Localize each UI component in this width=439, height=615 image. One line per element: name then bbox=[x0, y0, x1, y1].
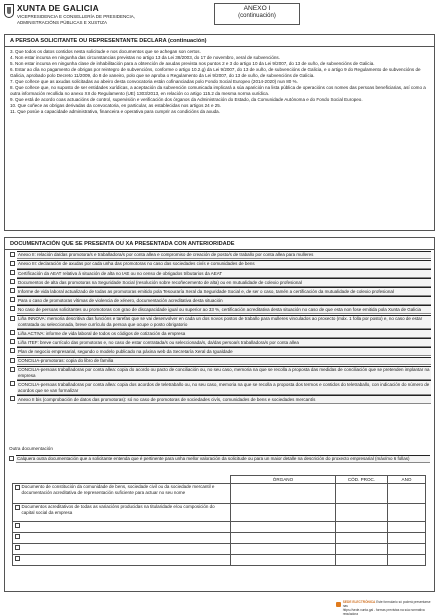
doc-checkbox[interactable] bbox=[10, 316, 15, 321]
documentation-title-bar bbox=[5, 238, 434, 250]
org-department-line2: ADMINISTRACIÓNS PÚBLICAS E XUSTIZA bbox=[17, 19, 108, 25]
table-row-description bbox=[13, 483, 231, 503]
table-row-description bbox=[13, 503, 231, 521]
declaration-section bbox=[4, 34, 435, 231]
sede-electronica-icon bbox=[336, 602, 341, 607]
table-cell-organ[interactable] bbox=[231, 554, 336, 565]
doc-label: CONCILIA-promotoras: copia do libro de familia bbox=[17, 357, 431, 365]
doc-label: Anexo II: relación da/das promotora/s e traballadora/s por conta allea e compromiso de creación de posto/s de traballo por conta allea para mulleres bbox=[17, 251, 431, 259]
doc-row bbox=[10, 269, 431, 277]
doc-label: CONCILIA-persoas traballadoras por conta allea: copia do acordo ou pacto de conciliación ou, no seu caso, memoria na que se recolla a proposta das medidas de conciliación que se pretenden implantar na empresa bbox=[17, 366, 431, 380]
doc-row bbox=[10, 380, 431, 394]
table-row-checkbox[interactable] bbox=[15, 545, 20, 550]
footer-brand: SEDE ELECTRÓNICA bbox=[342, 600, 376, 604]
table-row bbox=[13, 483, 426, 503]
doc-label: Documentos de alta das promotoras na Seguridade Social (resolución sobre recoñecemento de alta) ou en mutualidade de colexio profesional bbox=[17, 278, 431, 286]
table-header-organ: ÓRGANO bbox=[231, 476, 336, 484]
table-row bbox=[13, 503, 426, 521]
table-cell-code[interactable] bbox=[336, 483, 388, 503]
table-row bbox=[13, 521, 426, 532]
table-row bbox=[13, 543, 426, 554]
other-doc-note: Calquera outra documentación que a solicitante entenda que é pertinente para unha mellor valoración da solicitude ou para un maior detalle na descrición do proxecto empresarial (máx/mo 6 follas) bbox=[16, 455, 430, 463]
table-row-description[interactable] bbox=[13, 554, 231, 565]
doc-label: Para o caso de promotoras vítimas de violencia de xénero, documentación acreditativa desta situación bbox=[17, 296, 431, 304]
doc-row bbox=[10, 287, 431, 295]
table-header-code: CÓD. PROC. bbox=[336, 476, 388, 484]
table-cell-year[interactable] bbox=[388, 503, 426, 521]
table-row bbox=[13, 532, 426, 543]
doc-checkbox[interactable] bbox=[10, 381, 15, 386]
doc-checkbox[interactable] bbox=[10, 279, 15, 284]
annex-box bbox=[214, 3, 300, 25]
doc-checkbox[interactable] bbox=[10, 306, 15, 311]
doc-row bbox=[10, 329, 431, 337]
doc-label: Liña ITEF: breve currículo das promotoras e, no caso de estar contratada/s ou seleccionada/s, da/das persoa/s traballadora/s por conta allea bbox=[17, 338, 431, 346]
doc-label: Liña ACTIVA: informe de vida laboral de todos os códigos de cotización da empresa bbox=[17, 329, 431, 337]
declaration-item: 3. Que todos os datos contidos nesta solicitude e nos documentos que se achegan son certos. bbox=[10, 49, 201, 54]
table-cell-organ[interactable] bbox=[231, 503, 336, 521]
documentation-checklist bbox=[10, 251, 431, 404]
doc-label: Anexo III: declaración de axudas por cada unha das promotoras no caso das sociedades civís e comunidades de bens bbox=[17, 260, 431, 268]
table-row-checkbox[interactable] bbox=[15, 534, 20, 539]
annex-title: ANEXO I bbox=[243, 5, 271, 12]
table-cell-code[interactable] bbox=[336, 543, 388, 554]
doc-row bbox=[10, 315, 431, 329]
doc-label: Liña INNOVA: memoria descritiva das funcións e tarefas que se vai desenvolver en cada un dos novos postos de traballo para mulleres vinculados ao proxecto (máx. 1 folla por posto) e, no caso de estar contratada ou seleccionada, breve currículo da persoa que ocupe o posto obrigatorio bbox=[17, 315, 431, 329]
doc-checkbox[interactable] bbox=[10, 358, 15, 363]
table-row-checkbox[interactable] bbox=[15, 523, 20, 528]
doc-label: Plan de negocio empresarial, segundo o modelo publicado na páxina web da Secretaría Xeral da Igualdade bbox=[17, 347, 431, 355]
doc-label: Anexo II bis (comprobación de datos das promotoras): só no caso de promotoras de sociedades civís, comunidades de bens e sociedades mercantís bbox=[17, 395, 431, 403]
declaration-title: A PERSOA SOLICITANTE OU REPRESENTANTE DECLARA (continuación) bbox=[10, 38, 207, 44]
table-row-label: Documento de constitución da comunidade de bens, sociedade civil ou da sociedade mercantil e documentación acreditativa de representación suficiente para actuar no seu nome bbox=[21, 484, 215, 495]
declaration-list bbox=[5, 47, 434, 115]
doc-row bbox=[10, 296, 431, 304]
doc-checkbox[interactable] bbox=[10, 367, 15, 372]
table-row-description[interactable] bbox=[13, 521, 231, 532]
table-cell-organ[interactable] bbox=[231, 543, 336, 554]
footer-text bbox=[343, 601, 436, 615]
other-documentation-title: Outra documentación bbox=[9, 446, 53, 451]
table-row-description[interactable] bbox=[13, 532, 231, 543]
doc-row bbox=[10, 251, 431, 259]
doc-row bbox=[10, 357, 431, 365]
declaration-item: 11. Que posúe a capacidade administrativa, financeira e operativa para cumprir as condicións da axuda. bbox=[10, 109, 220, 115]
xunta-logo bbox=[4, 4, 135, 25]
table-row-checkbox[interactable] bbox=[15, 485, 20, 490]
table-cell-organ[interactable] bbox=[231, 483, 336, 503]
doc-row bbox=[10, 366, 431, 380]
doc-label: Certificación da AEAT relativa á situación de alta no IAE ou no censo de obrigados tributarios da AEAT bbox=[17, 269, 431, 277]
header bbox=[4, 3, 435, 30]
table-row-label: Documentos acreditativos de todas as variacións producidas na titularidade e/ou composición do capital social da empresa bbox=[21, 504, 215, 515]
doc-checkbox[interactable] bbox=[10, 288, 15, 293]
table-row-checkbox[interactable] bbox=[15, 556, 20, 561]
doc-row bbox=[10, 260, 431, 268]
doc-checkbox[interactable] bbox=[10, 261, 15, 266]
footer bbox=[336, 601, 436, 615]
table-cell-organ[interactable] bbox=[231, 532, 336, 543]
table-row-checkbox[interactable] bbox=[15, 505, 20, 510]
org-department-line1: VICEPRESIDENCIA E CONSELLERÍA DE PRESIDENCIA, bbox=[17, 14, 136, 20]
other-documents-table bbox=[12, 475, 426, 566]
doc-row bbox=[10, 347, 431, 355]
other-doc-row bbox=[9, 455, 430, 463]
footer-line2: https://sede.xunta.gal - formas previstas na súa normativa reguladora bbox=[342, 607, 425, 615]
doc-row bbox=[10, 338, 431, 346]
other-doc-checkbox[interactable] bbox=[9, 456, 14, 461]
table-row bbox=[13, 554, 426, 565]
annex-subtitle: (continuación) bbox=[238, 12, 276, 19]
doc-label: CONCILIA-persoas traballadoras por conta allea: copia dos acordos de teletraballo ou, no seu caso, memoria na que se recolla a proposta dos termos e contidos do teletraballo, con indicación do número de acordos que se van formalizar bbox=[17, 380, 431, 394]
doc-checkbox[interactable] bbox=[10, 330, 15, 335]
doc-checkbox[interactable] bbox=[10, 348, 15, 353]
doc-checkbox[interactable] bbox=[10, 297, 15, 302]
table-header-year: ANO bbox=[388, 476, 426, 484]
doc-checkbox[interactable] bbox=[10, 339, 15, 344]
table-cell-organ[interactable] bbox=[231, 521, 336, 532]
doc-checkbox[interactable] bbox=[10, 270, 15, 275]
table-cell-year[interactable] bbox=[388, 521, 426, 532]
table-cell-code[interactable] bbox=[336, 521, 388, 532]
declaration-item: 6. Estar ao día no pagamento de obrigas por reintegro de subvencións, conforme o artigo 10.2.g) da Lei 9/2007, do 13 de xuño, de subvencións de Galicia, e o artigo 9 do Regulamento de subvencións de Galicia, aprobado polo Decreto 11/2009, do 8 de xaneiro, polo que se aproba o Regulamento da Lei 9/2007, do 13 de xuño, de subvencións de Galicia. bbox=[10, 67, 421, 78]
declaration-item: 10. Que coñece as obrigas derivadas da convocatoria, en particular, as establecidas nos artigos 24 e 25. bbox=[10, 102, 222, 108]
doc-label: No caso de persoas solicitantes ou promotoras con grao de discapacidade igual ou superior ao 33 %, certificación acreditativa desta situación no caso de que esta non fose emitida pola Xunta de Galicia bbox=[17, 305, 431, 313]
footer-line1: Este formulario só poderá presentarse nas bbox=[342, 600, 431, 608]
table-cell-year[interactable] bbox=[388, 483, 426, 503]
table-cell-year[interactable] bbox=[388, 532, 426, 543]
doc-row bbox=[10, 305, 431, 313]
table-header-blank bbox=[13, 476, 231, 484]
declaration-item: 9. Que está de acordo coas actuacións de control, supervisión e verificación dos órganos da Administración do Estado, da Comunidade Autónoma e do Fondo Social Europeo. bbox=[10, 96, 363, 102]
documentation-title: DOCUMENTACIÓN QUE SE PRESENTA OU XA PRESENTADA CON ANTERIORIDADE bbox=[10, 241, 235, 247]
table-header-row bbox=[13, 476, 426, 484]
doc-checkbox[interactable] bbox=[10, 252, 15, 257]
doc-row bbox=[10, 395, 431, 403]
coat-of-arms-icon bbox=[4, 4, 14, 18]
table-cell-code[interactable] bbox=[336, 503, 388, 521]
doc-checkbox[interactable] bbox=[10, 396, 15, 401]
table-cell-code[interactable] bbox=[336, 532, 388, 543]
declaration-item: 8. Que coñece que, no suposto de ser entidades xurídicas, a aceptación da subvención comunicada implicará a súa aparición na lista pública de operacións cos nomes das persoas beneficiarias, así como a outra información recollida no anexo XII do Regulamento (UE) 1303/2013, en relación co artigo 115.2 da mesma norma xurídica. bbox=[10, 85, 426, 96]
table-cell-code[interactable] bbox=[336, 554, 388, 565]
declaration-item: 7. Que coñece que as axudas solicitadas ao abeiro desta convocatoria están cofinanciadas polo Fondo Social Europeo (2014-2020) nun 80 %. bbox=[10, 79, 298, 85]
table-row-description[interactable] bbox=[13, 543, 231, 554]
doc-label: Informe de vida laboral actualizado de todas as promotoras emitido pola Tesouraría Xeral da Seguridade Social e, de ser o caso, tamén a certificación da mutualidade de colexio profesional bbox=[17, 287, 431, 295]
table-cell-year[interactable] bbox=[388, 543, 426, 554]
doc-row bbox=[10, 278, 431, 286]
declaration-item: 5. Non estar incursa en ningunha clase de inhabilitación para a obtención de axudas prevista nos puntos 2 e 3 do artigo 10 da Lei 9/2007, do 13 de xuño, de subvencións de Galicia. bbox=[10, 61, 375, 67]
declaration-title-bar bbox=[5, 35, 434, 47]
declaration-item: 4. Non estar incursa en ningunha das circunstancias previstas no artigo 13 da Lei 38/2003, do 17 de novembro, xeral de subvencións. bbox=[10, 55, 280, 61]
org-name: XUNTA DE GALICIA bbox=[17, 3, 99, 13]
table-cell-year[interactable] bbox=[388, 554, 426, 565]
